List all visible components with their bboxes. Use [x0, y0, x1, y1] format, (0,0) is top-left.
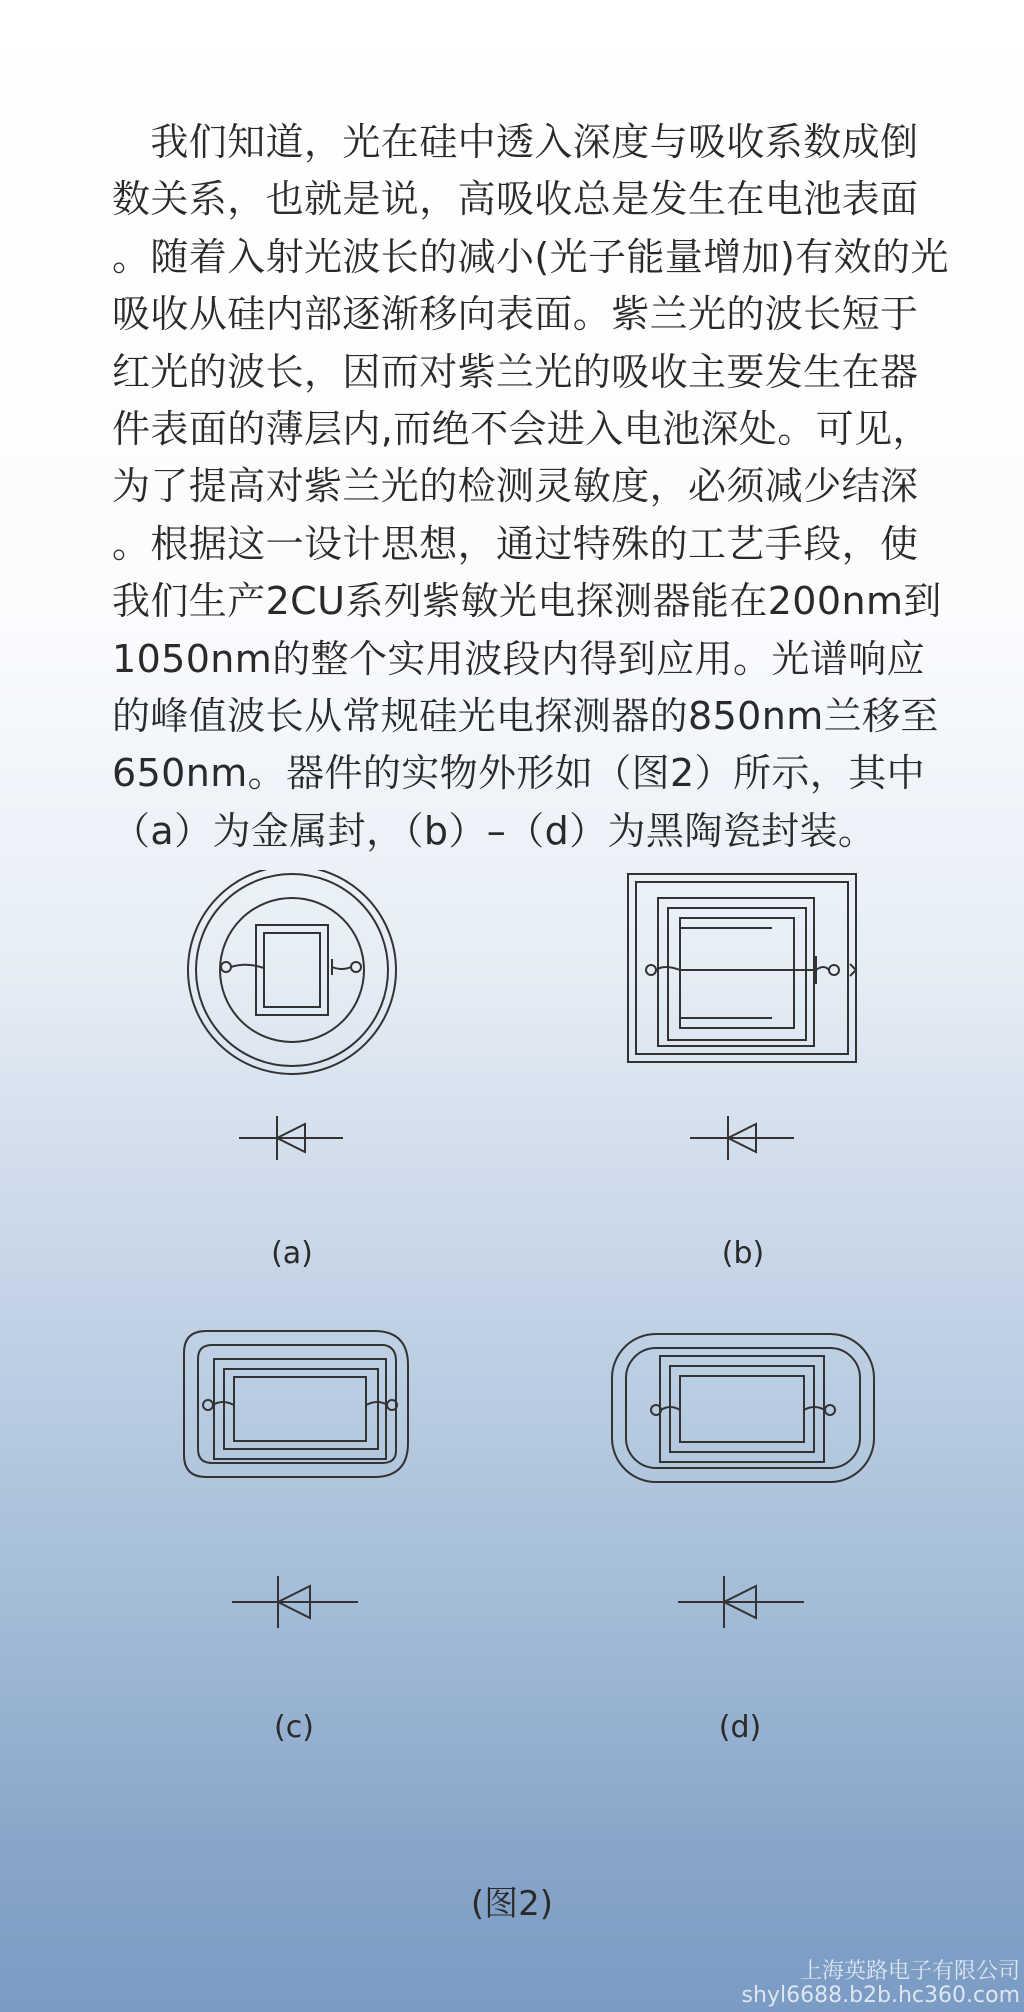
package-b-drawing — [620, 870, 870, 1070]
caption-a: (a) — [271, 1236, 313, 1271]
paragraph-line: 。随着入射光波长的减小(光子能量增加)有效的光 — [112, 234, 949, 279]
watermark-company: 上海英路电子有限公司 — [799, 1959, 1020, 1984]
paragraph-line: 件表面的薄层内,而绝不会进入电池深处。可见， — [112, 407, 931, 452]
paragraph-line: 的峰值波长从常规硅光电探测器的850nm兰移至 — [112, 694, 939, 739]
caption-b: (b) — [721, 1236, 765, 1271]
paragraph-line: 650nm。器件的实物外形如（图2）所示，其中 — [112, 751, 926, 796]
body-paragraph — [112, 114, 949, 860]
paragraph-line: 吸收从硅内部逐渐移向表面。紫兰光的波长短于 — [112, 292, 919, 337]
watermark-url: shyl6688.b2b.hc360.com — [741, 1983, 1020, 2008]
paragraph-line: 1050nm的整个实用波段内得到应用。光谱响应 — [112, 636, 926, 681]
paragraph-line: （a）为金属封，（b）–（d）为黑陶瓷封装。 — [112, 808, 877, 853]
caption-c: (c) — [274, 1710, 314, 1745]
diode-symbol-c — [230, 1572, 360, 1632]
diode-symbol-b — [686, 1112, 798, 1164]
paragraph-line: 红光的波长，因而对紫兰光的吸收主要发生在器 — [112, 349, 919, 394]
caption-d: (d) — [718, 1710, 762, 1745]
package-a-drawing — [180, 870, 420, 1080]
paragraph-line: 我们生产2CU系列紫敏光电探测器能在200nm到 — [112, 579, 942, 624]
package-c-drawing — [178, 1325, 418, 1485]
paragraph-line: 我们知道，光在硅中透入深度与吸收系数成倒 — [112, 120, 919, 164]
diode-symbol-d — [676, 1572, 806, 1632]
paragraph-line: 数关系，也就是说，高吸收总是发生在电池表面 — [112, 177, 919, 222]
paragraph-line: 。根据这一设计思想，通过特殊的工艺手段，使 — [112, 521, 919, 566]
watermark — [742, 1960, 1020, 2008]
paragraph-line: 为了提高对紫兰光的检测灵敏度，必须减少结深 — [112, 464, 919, 509]
figure-title: (图2) — [470, 1884, 554, 1924]
package-d-drawing — [608, 1330, 878, 1490]
diode-symbol-a — [235, 1112, 347, 1164]
